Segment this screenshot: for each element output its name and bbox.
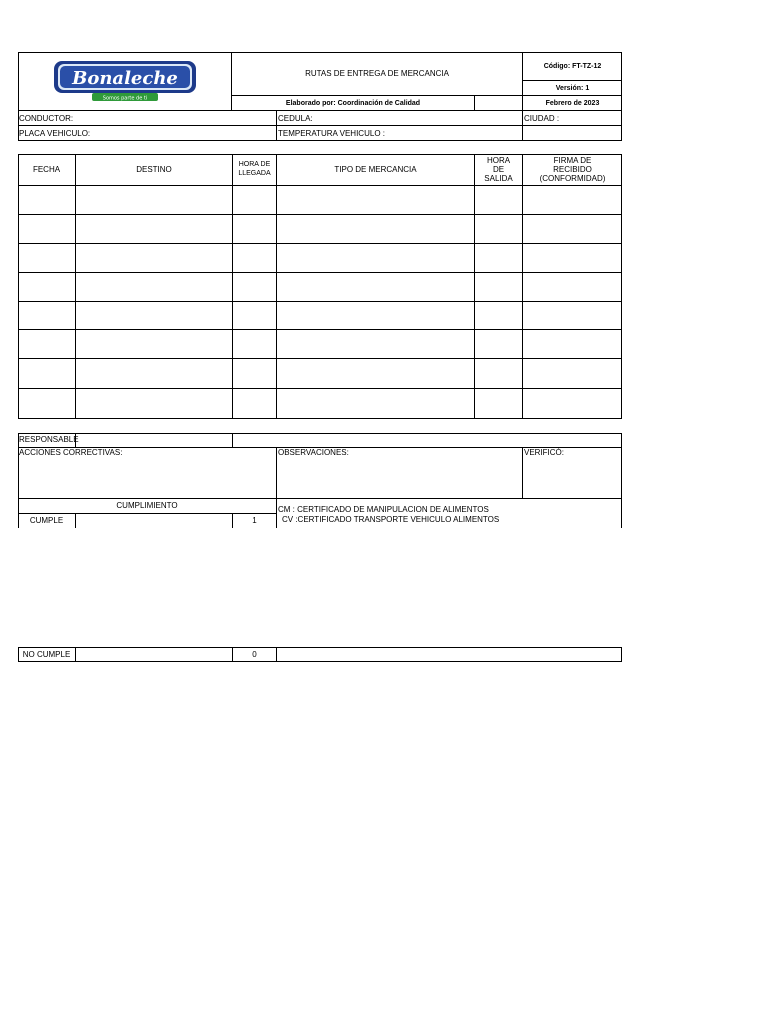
- table-cell-hora-llegada[interactable]: [232, 389, 276, 419]
- logo-cell: [18, 52, 232, 110]
- column-header-firma: FIRMA DE RECIBIDO (CONFORMIDAD): [522, 154, 622, 185]
- table-cell-hora-salida[interactable]: [474, 389, 522, 419]
- table-cell-hora-salida[interactable]: [474, 186, 522, 214]
- table-cell-hora-salida[interactable]: [474, 302, 522, 329]
- conductor-field[interactable]: CONDUCTOR:: [19, 113, 74, 123]
- table-cell-fecha[interactable]: [18, 389, 75, 419]
- table-cell-fecha[interactable]: [18, 273, 75, 301]
- table-cell-fecha[interactable]: [18, 330, 75, 358]
- table-cell-tipo-mercancia[interactable]: [276, 273, 474, 301]
- table-row: [18, 329, 622, 358]
- table-cell-destino[interactable]: [75, 273, 232, 301]
- document-title: RUTAS DE ENTREGA DE MERCANCIA: [232, 52, 522, 96]
- table-cell-hora-salida[interactable]: [474, 215, 522, 243]
- table-cell-firma[interactable]: [522, 244, 622, 272]
- table-cell-tipo-mercancia[interactable]: [276, 244, 474, 272]
- column-header-fecha: FECHA: [32, 164, 61, 174]
- table-cell-destino[interactable]: [75, 330, 232, 358]
- table-cell-hora-salida[interactable]: [474, 330, 522, 358]
- table-cell-firma[interactable]: [522, 186, 622, 214]
- table-cell-hora-llegada[interactable]: [232, 359, 276, 388]
- svg-text:Bonaleche: Bonaleche: [71, 68, 178, 89]
- table-cell-fecha[interactable]: [18, 244, 75, 272]
- ciudad-field[interactable]: CIUDAD :: [522, 111, 622, 126]
- table-cell-firma[interactable]: [522, 302, 622, 329]
- table-cell-tipo-mercancia[interactable]: [276, 330, 474, 358]
- table-cell-fecha[interactable]: [18, 359, 75, 388]
- prepared-by: Elaborado por: Coordinación de Calidad: [285, 99, 421, 107]
- no-cumple-value: 0: [232, 647, 276, 662]
- cumple-input[interactable]: [75, 514, 232, 528]
- document-date: Febrero de 2023: [522, 96, 622, 110]
- table-cell-hora-llegada[interactable]: [232, 330, 276, 358]
- no-cumple-input[interactable]: [75, 647, 232, 662]
- table-cell-destino[interactable]: [75, 302, 232, 329]
- temperatura-field[interactable]: TEMPERATURA VEHICULO :: [276, 126, 522, 141]
- table-cell-destino[interactable]: [75, 244, 232, 272]
- cv-note: CV :CERTIFICADO TRANSPORTE VEHICULO ALIMENTOS: [282, 515, 500, 524]
- table-cell-hora-llegada[interactable]: [232, 244, 276, 272]
- table-cell-tipo-mercancia[interactable]: [276, 302, 474, 329]
- table-cell-fecha[interactable]: [18, 302, 75, 329]
- verifico-field[interactable]: VERIFICÓ:: [522, 448, 622, 498]
- table-cell-destino[interactable]: [75, 186, 232, 214]
- notes-cell: [276, 499, 622, 528]
- table-cell-tipo-mercancia[interactable]: [276, 186, 474, 214]
- table-row: [18, 301, 622, 329]
- table-cell-hora-salida[interactable]: [474, 359, 522, 388]
- table-cell-firma[interactable]: [522, 215, 622, 243]
- responsable-signature[interactable]: [232, 433, 622, 447]
- table-cell-fecha[interactable]: [18, 186, 75, 214]
- table-cell-hora-salida[interactable]: [474, 273, 522, 301]
- table-row: [18, 214, 622, 243]
- responsable-label: RESPONSABLE: [19, 435, 79, 444]
- no-cumple-label: NO CUMPLE: [22, 649, 71, 659]
- table-row: [18, 185, 622, 214]
- svg-text:Somos parte de ti: Somos parte de ti: [102, 95, 147, 102]
- table-cell-hora-llegada[interactable]: [232, 186, 276, 214]
- table-cell-firma[interactable]: [522, 359, 622, 388]
- table-cell-firma[interactable]: [522, 273, 622, 301]
- table-cell-hora-llegada[interactable]: [232, 302, 276, 329]
- document-version: Versión: 1: [522, 81, 622, 96]
- cumple-value: 1: [232, 514, 276, 528]
- column-header-tipo-mercancia: TIPO DE MERCANCIA: [276, 154, 474, 185]
- column-header-destino: DESTINO: [75, 154, 232, 185]
- table-row: [18, 358, 622, 388]
- table-row: [18, 272, 622, 301]
- column-header-hora-salida: HORA DE SALIDA: [474, 154, 522, 185]
- cedula-field[interactable]: CEDULA:: [276, 111, 522, 126]
- table-cell-tipo-mercancia[interactable]: [276, 215, 474, 243]
- table-cell-hora-llegada[interactable]: [232, 273, 276, 301]
- column-header-hora-llegada: HORA DE LLEGADA: [232, 154, 276, 185]
- responsable-input[interactable]: [75, 433, 232, 447]
- table-cell-tipo-mercancia[interactable]: [276, 359, 474, 388]
- table-cell-fecha[interactable]: [18, 215, 75, 243]
- cm-note: CM : CERTIFICADO DE MANIPULACION DE ALIMENTOS: [278, 505, 489, 514]
- table-row: [18, 243, 622, 272]
- table-cell-destino[interactable]: [75, 359, 232, 388]
- observaciones-field[interactable]: OBSERVACIONES:: [276, 448, 522, 498]
- cumplimiento-heading: CUMPLIMIENTO: [18, 499, 276, 514]
- table-cell-hora-llegada[interactable]: [232, 215, 276, 243]
- temperatura-value[interactable]: [522, 126, 622, 141]
- cumple-label: CUMPLE: [29, 516, 64, 525]
- table-cell-hora-salida[interactable]: [474, 244, 522, 272]
- bonaleche-logo: [52, 59, 198, 103]
- table-cell-tipo-mercancia[interactable]: [276, 389, 474, 419]
- placa-field[interactable]: PLACA VEHICULO:: [19, 128, 91, 138]
- document-code: Código: FT-TZ-12: [522, 52, 622, 81]
- table-cell-firma[interactable]: [522, 389, 622, 419]
- table-cell-destino[interactable]: [75, 389, 232, 419]
- acciones-correctivas-field[interactable]: ACCIONES CORRECTIVAS:: [19, 448, 123, 457]
- table-cell-firma[interactable]: [522, 330, 622, 358]
- table-cell-destino[interactable]: [75, 215, 232, 243]
- no-cumple-notes: [276, 647, 622, 662]
- table-row: [18, 388, 622, 419]
- prepared-by-blank: [474, 96, 522, 110]
